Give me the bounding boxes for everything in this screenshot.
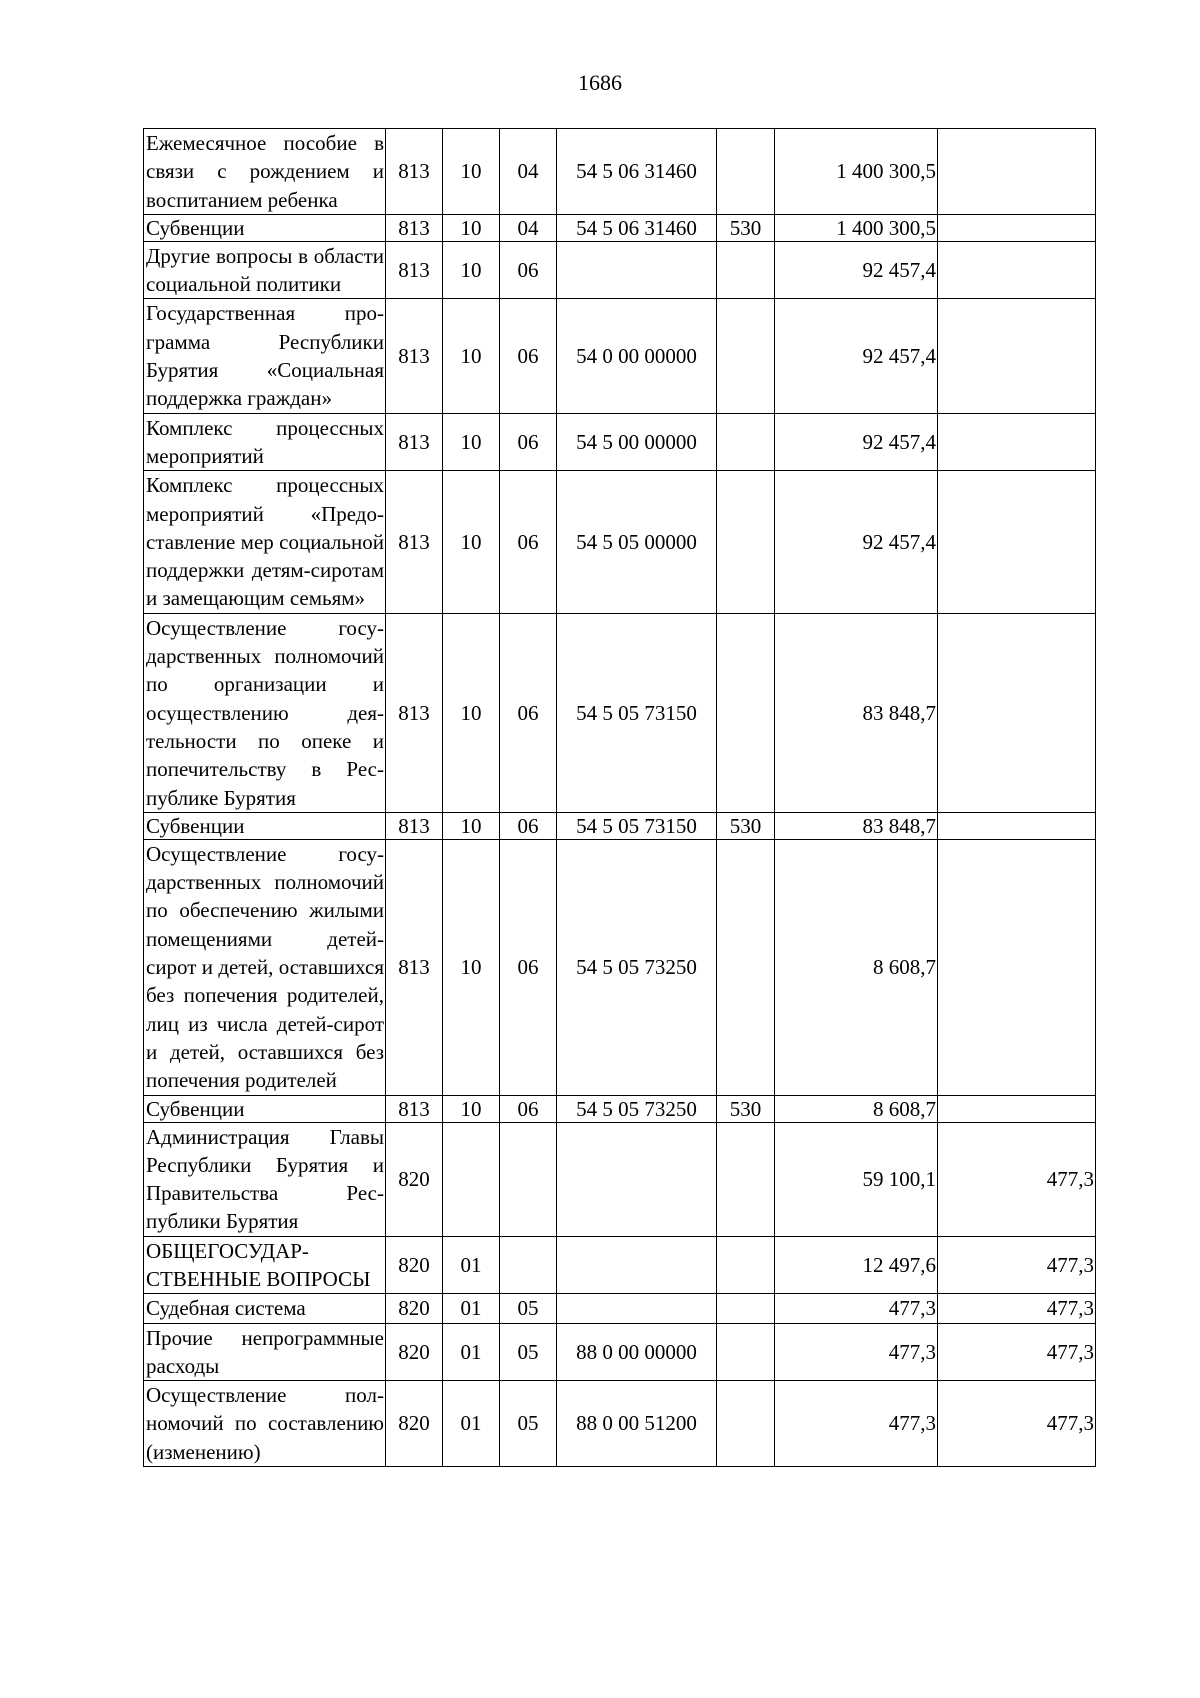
table-row [144, 214, 1096, 241]
cell-grbs-code: 813 [386, 413, 443, 471]
cell-expense-type-code [717, 1381, 775, 1467]
cell-grbs-code: 820 [386, 1294, 443, 1323]
cell-section-code: 10 [443, 812, 500, 839]
cell-subsection-code: 06 [500, 413, 557, 471]
cell-amount: 12 497,6 [775, 1236, 938, 1294]
cell-section-code: 10 [443, 839, 500, 1095]
cell-amount-extra: 477,3 [938, 1236, 1096, 1294]
cell-amount: 1 400 300,5 [775, 129, 938, 215]
cell-section-code: 10 [443, 613, 500, 812]
cell-name: Судебная система [144, 1294, 386, 1323]
cell-subsection-code: 04 [500, 214, 557, 241]
cell-name: Субвенции [144, 1095, 386, 1122]
cell-name: Осуществление полномочий по составлению (изменению) [144, 1381, 386, 1467]
cell-section-code: 01 [443, 1236, 500, 1294]
cell-section-code: 10 [443, 413, 500, 471]
cell-expense-type-code [717, 1294, 775, 1323]
cell-target-article-code [557, 1294, 717, 1323]
cell-expense-type-code [717, 613, 775, 812]
cell-amount-extra [938, 413, 1096, 471]
cell-section-code: 10 [443, 214, 500, 241]
cell-section-code: 10 [443, 1095, 500, 1122]
table-row [144, 413, 1096, 471]
cell-subsection-code: 05 [500, 1323, 557, 1381]
cell-expense-type-code [717, 1323, 775, 1381]
cell-subsection-code [500, 1236, 557, 1294]
cell-name: Субвенции [144, 812, 386, 839]
cell-target-article-code: 54 0 00 00000 [557, 299, 717, 413]
cell-section-code: 01 [443, 1294, 500, 1323]
cell-subsection-code: 05 [500, 1381, 557, 1467]
cell-target-article-code: 54 5 06 31460 [557, 129, 717, 215]
cell-name: Осуществление государственных полномочий по обеспечению жилыми помещениями детей-сирот и детей, оставшихся без попечения родителей, лиц из числа детей-сирот и детей, оставшихся без попечения родителей [144, 839, 386, 1095]
cell-expense-type-code [717, 1236, 775, 1294]
cell-amount-extra [938, 839, 1096, 1095]
cell-name: Комплекс процессных мероприятий [144, 413, 386, 471]
cell-grbs-code: 813 [386, 299, 443, 413]
table-row [144, 1236, 1096, 1294]
cell-grbs-code: 820 [386, 1122, 443, 1236]
cell-amount-extra: 477,3 [938, 1294, 1096, 1323]
cell-target-article-code [557, 1122, 717, 1236]
cell-amount-extra [938, 299, 1096, 413]
cell-section-code: 01 [443, 1323, 500, 1381]
cell-grbs-code: 813 [386, 214, 443, 241]
cell-amount-extra [938, 471, 1096, 613]
cell-section-code [443, 1122, 500, 1236]
table-row [144, 812, 1096, 839]
cell-target-article-code: 54 5 05 73150 [557, 812, 717, 839]
table-row [144, 1381, 1096, 1467]
cell-amount: 83 848,7 [775, 812, 938, 839]
table-row [144, 471, 1096, 613]
cell-amount: 92 457,4 [775, 413, 938, 471]
cell-subsection-code: 06 [500, 471, 557, 613]
cell-target-article-code: 54 5 05 73150 [557, 613, 717, 812]
cell-name: Другие вопросы в области социальной политики [144, 241, 386, 299]
cell-subsection-code: 05 [500, 1294, 557, 1323]
cell-expense-type-code [717, 299, 775, 413]
cell-subsection-code: 06 [500, 1095, 557, 1122]
table-row [144, 839, 1096, 1095]
cell-target-article-code: 54 5 06 31460 [557, 214, 717, 241]
cell-target-article-code [557, 1236, 717, 1294]
table-row [144, 1294, 1096, 1323]
cell-amount: 59 100,1 [775, 1122, 938, 1236]
cell-amount: 477,3 [775, 1323, 938, 1381]
cell-grbs-code: 820 [386, 1381, 443, 1467]
cell-amount-extra [938, 1095, 1096, 1122]
cell-amount-extra [938, 214, 1096, 241]
cell-expense-type-code [717, 241, 775, 299]
table-row [144, 241, 1096, 299]
cell-amount-extra [938, 129, 1096, 215]
cell-target-article-code: 88 0 00 00000 [557, 1323, 717, 1381]
cell-name: ОБЩЕГОСУДАРСТВЕННЫЕ ВОПРОСЫ [144, 1236, 386, 1294]
table-row [144, 129, 1096, 215]
cell-grbs-code: 813 [386, 129, 443, 215]
cell-name: Комплекс процессных мероприятий «Предоставление мер социальной поддержки детям-сиротам и замещающим семьям» [144, 471, 386, 613]
table-row [144, 613, 1096, 812]
table-row [144, 299, 1096, 413]
cell-amount-extra [938, 812, 1096, 839]
cell-grbs-code: 813 [386, 471, 443, 613]
cell-section-code: 10 [443, 129, 500, 215]
cell-section-code: 10 [443, 299, 500, 413]
cell-expense-type-code: 530 [717, 812, 775, 839]
cell-target-article-code: 88 0 00 51200 [557, 1381, 717, 1467]
cell-name: Администрация Главы Республики Бурятия и Правительства Республики Бурятия [144, 1122, 386, 1236]
cell-amount-extra: 477,3 [938, 1323, 1096, 1381]
cell-amount: 92 457,4 [775, 241, 938, 299]
cell-section-code: 01 [443, 1381, 500, 1467]
cell-target-article-code: 54 5 05 00000 [557, 471, 717, 613]
cell-amount: 477,3 [775, 1381, 938, 1467]
cell-subsection-code: 06 [500, 613, 557, 812]
cell-subsection-code: 06 [500, 241, 557, 299]
cell-subsection-code [500, 1122, 557, 1236]
cell-name: Прочие непрограммные расходы [144, 1323, 386, 1381]
cell-grbs-code: 813 [386, 839, 443, 1095]
budget-table-body [144, 129, 1096, 1467]
cell-grbs-code: 820 [386, 1236, 443, 1294]
cell-expense-type-code [717, 839, 775, 1095]
cell-target-article-code: 54 5 00 00000 [557, 413, 717, 471]
budget-table [143, 128, 1096, 1467]
cell-target-article-code: 54 5 05 73250 [557, 839, 717, 1095]
cell-grbs-code: 813 [386, 1095, 443, 1122]
cell-amount-extra [938, 241, 1096, 299]
cell-amount: 1 400 300,5 [775, 214, 938, 241]
cell-amount: 92 457,4 [775, 471, 938, 613]
page-number: 1686 [578, 70, 622, 95]
table-row [144, 1095, 1096, 1122]
table-row [144, 1323, 1096, 1381]
cell-section-code: 10 [443, 471, 500, 613]
cell-amount: 83 848,7 [775, 613, 938, 812]
cell-expense-type-code [717, 129, 775, 215]
cell-name: Субвенции [144, 214, 386, 241]
cell-subsection-code: 04 [500, 129, 557, 215]
cell-amount: 8 608,7 [775, 839, 938, 1095]
cell-subsection-code: 06 [500, 839, 557, 1095]
cell-target-article-code: 54 5 05 73250 [557, 1095, 717, 1122]
cell-grbs-code: 813 [386, 241, 443, 299]
cell-amount-extra [938, 613, 1096, 812]
cell-expense-type-code: 530 [717, 214, 775, 241]
cell-name: Государственная программа Республики Бурятия «Социальная поддержка граждан» [144, 299, 386, 413]
cell-grbs-code: 820 [386, 1323, 443, 1381]
cell-amount-extra: 477,3 [938, 1122, 1096, 1236]
cell-grbs-code: 813 [386, 613, 443, 812]
cell-expense-type-code [717, 471, 775, 613]
cell-name: Осуществление государственных полномочий по организации и осуществлению деятельности по опеке и попечительству в Республике Бурятия [144, 613, 386, 812]
cell-expense-type-code [717, 413, 775, 471]
cell-grbs-code: 813 [386, 812, 443, 839]
cell-name: Ежемесячное пособие в связи с рождением и воспитанием ребенка [144, 129, 386, 215]
cell-subsection-code: 06 [500, 812, 557, 839]
cell-subsection-code: 06 [500, 299, 557, 413]
cell-expense-type-code [717, 1122, 775, 1236]
cell-amount-extra: 477,3 [938, 1381, 1096, 1467]
cell-amount: 477,3 [775, 1294, 938, 1323]
cell-expense-type-code: 530 [717, 1095, 775, 1122]
cell-target-article-code [557, 241, 717, 299]
cell-section-code: 10 [443, 241, 500, 299]
table-row [144, 1122, 1096, 1236]
cell-amount: 8 608,7 [775, 1095, 938, 1122]
cell-amount: 92 457,4 [775, 299, 938, 413]
